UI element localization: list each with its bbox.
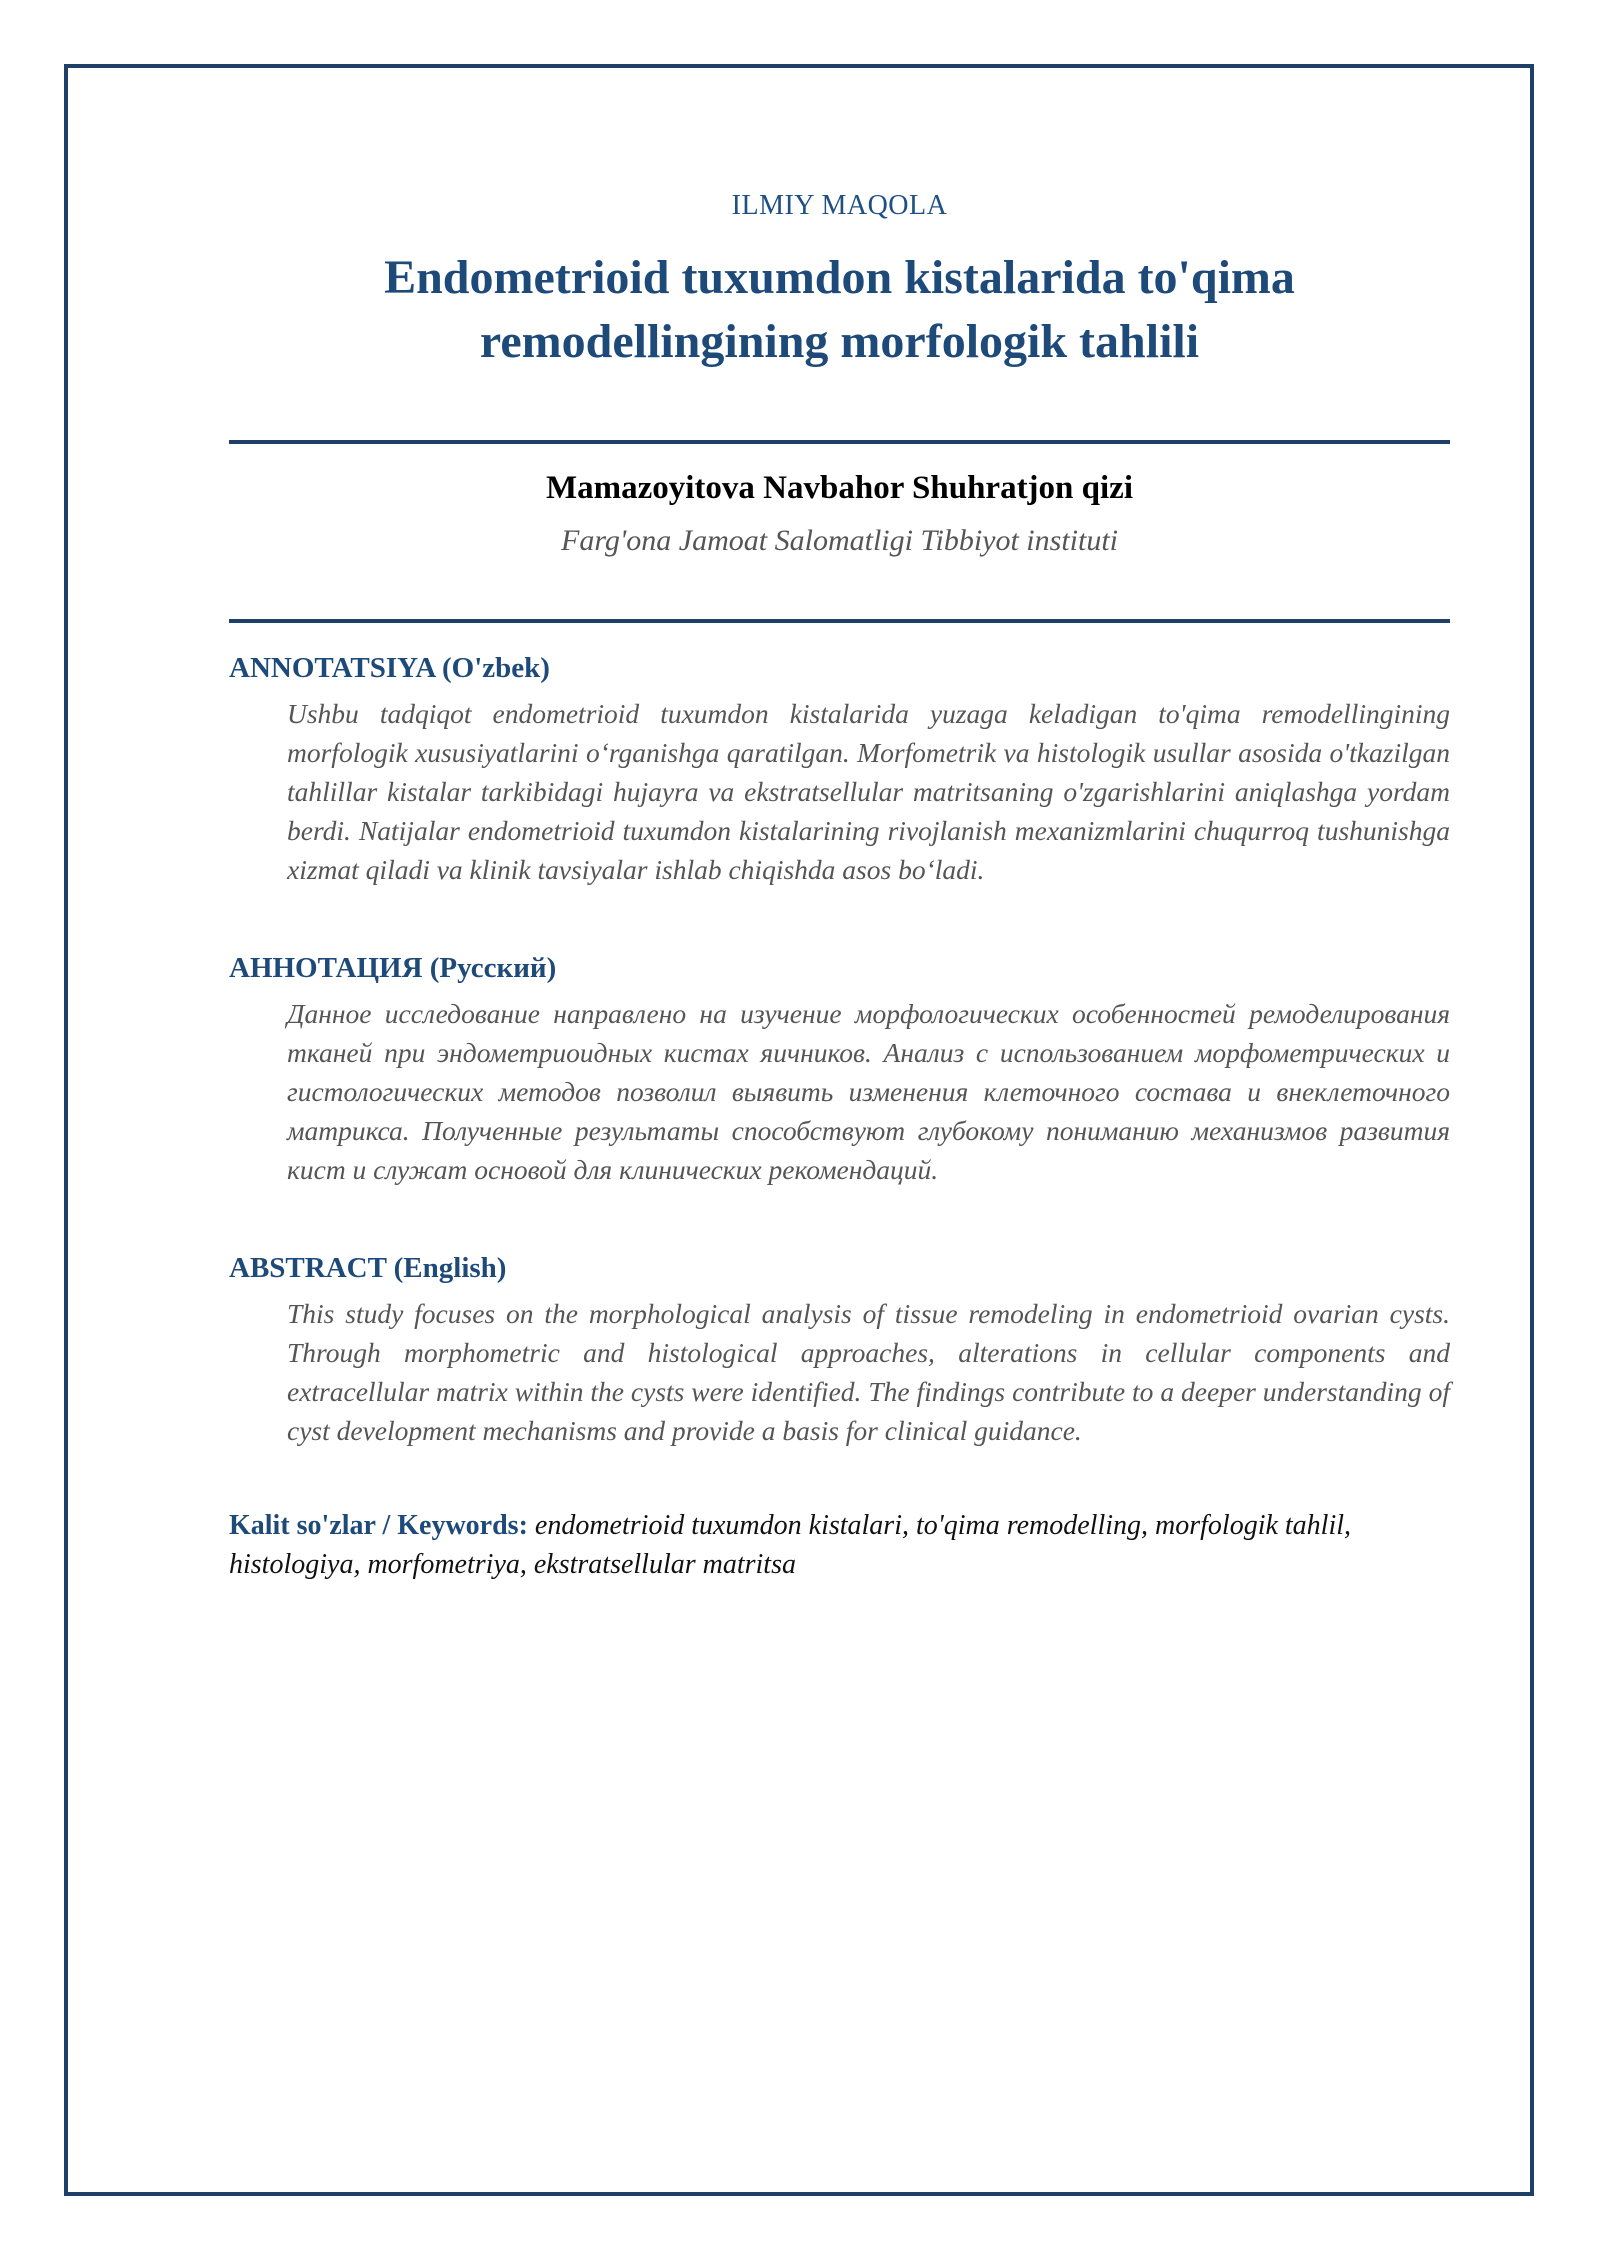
keywords-text: endometrioid tuxumdon kistalari, to'qima remodelling, morfologik tahlil, histologiya, morfometriya, ekstratsellular matritsa <box>229 1510 1352 1580</box>
abstract-text-english: This study focuses on the morphological analysis of tissue remodeling in endometrioid ovarian cysts. Through morphometric and histological approaches, alterations in cellular components and extracellular matrix within the cysts were identified. The findings contribute to a deeper understanding of cyst development mechanisms and provide a basis for clinical guidance. <box>287 1298 1450 1446</box>
keywords <box>229 1506 1450 1584</box>
article-type-label: ILMIY MAQOLA <box>731 190 948 221</box>
abstract-heading-english: ABSTRACT (English) <box>229 1252 507 1284</box>
author-name: Mamazoyitova Navbahor Shuhratjon qizi <box>545 470 1133 506</box>
divider-bottom <box>229 619 1450 623</box>
abstract-text-uzbek: Ushbu tadqiqot endometrioid tuxumdon kistalarida yuzaga keladigan to'qima remodellingining morfologik xususiyatlarini o‘rganishga qaratilgan. Morfometrik va histologik usullar asosida o'tkazilgan tahlillar kistalar tarkibidagi hujayra va ekstratsellular matritsaning o'zgarishlarini aniqlashga yordam berdi. Natijalar endometrioid tuxumdon kistalarining rivojlanish mexanizmlarini chuqurroq tushunishga xizmat qiladi va klinik tavsiyalar ishlab chiqishda asos bo‘ladi. <box>287 698 1450 885</box>
article-title-line-1: Endometrioid tuxumdon kistalarida to'qima <box>384 251 1295 304</box>
article-title-line-2: remodellingining morfologik tahlili <box>479 315 1200 368</box>
article-title <box>229 246 1450 374</box>
divider-top <box>229 440 1450 444</box>
abstract-text-russian: Данное исследование направлено на изучение морфологических особенностей ремоделирования тканей при эндометриоидных кистах яичников. Анализ с использованием морфометрических и гистологических методов позволил выявить изменения клеточного состава и внеклеточного матрикса. Полученные результаты способствуют глубокому пониманию механизмов развития кист и служат основой для клинических рекомендаций. <box>287 998 1450 1185</box>
abstract-heading-russian: АННОТАЦИЯ (Русский) <box>229 952 557 984</box>
keywords-label: Kalit so'zlar / Keywords: <box>229 1510 528 1541</box>
author-affiliation: Farg'ona Jamoat Salomatligi Tibbiyot instituti <box>561 524 1118 557</box>
abstract-heading-uzbek: ANNOTATSIYA (O'zbek) <box>229 652 550 684</box>
